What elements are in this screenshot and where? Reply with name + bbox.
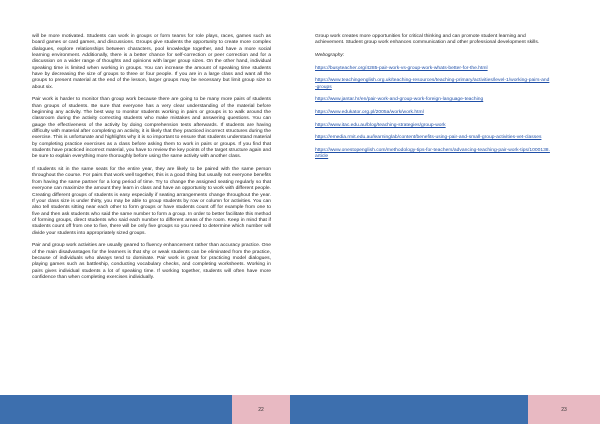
footer-blue-block [300, 395, 528, 424]
webography-link[interactable]: https://www.onestopenglish.com/methodology-tips-for-teachers/advancing-teaching-pair-work-tips/1000138.article [315, 147, 550, 160]
webography-link[interactable]: https://emedia.rmit.edu.au/learninglab/content/benefits-using-pair-and-small-group-activities-vet-classes [315, 135, 542, 141]
webography-heading: Webography: [315, 52, 345, 58]
footer-blue-block [290, 395, 300, 424]
paragraph: Pair work is harder to monitor than group work because there are going to be many more pairs of students than groups of students. Be sure that everyone has a very clear understanding of the material before beginning any activity. The best way to monitor students working in pairs or groups is to walk around the classroom during the activity correcting students who make mistakes and answering questions. You can gauge the effectiveness of the activity by doing comprehension tests afterwards. If students are having difficulty with material after completing an activity, it is likely that they practiced incorrect structures during the exercise. This is unfortunate and highlights why it is so important to ensure that students understand material by completing practice exercises as a class before asking them to work in pairs or groups. If you find that students have practiced incorrect material, you have to review the key points of the target structure again and be sure to explain everything more thoroughly before using the same activity with another class. [32, 97, 271, 160]
page-number-box [232, 395, 290, 424]
webography-link[interactable]: https://www.edukator.org.pl/2005a/work/work.html [315, 109, 424, 115]
footer-blue-block [0, 395, 232, 424]
paragraph: If students sit in the same seats for the entire year, they are likely to be paired with the same person throughout the course. For pairs that work well together, this is a good thing but usually not everyone benefits from having the same partner for a long period of time. Try to change the assigned seating regularly so that everyone can maximize the amount they learn in class and have an opportunity to work with different people. Creating different groups of students is easy especially if seating arrangements change throughout the year. If your class size is under thirty, you may be able to group students by row or column for activities. You can also tell students sitting near each other to form groups or have students count off for example from one to five and then ask students who said the same number to form a group. In order to better facilitate this method of forming groups, direct students who said each number to different areas of the room. Keep in mind that if students count off from one to five, there will be only five groups so you need to determine which number will divide your students into appropriately sized groups. [32, 167, 271, 236]
left-text-column [32, 34, 271, 288]
right-page [300, 0, 600, 424]
paragraph: Pair and group work activities are usually geared to fluency enhancement rather than accuracy practice. One of the main disadvantages for the learners is that shy or weak students can be eliminated from the practice, because of individuals who always tend to dominate. Pair work is great for practicing model dialogues, playing games such as battleship, conducting vocabulary checks, and completing worksheets. Working in pairs gives individual students a lot of speaking time. If working together, students will often have more confidence than when completing exercises individually. [32, 243, 271, 280]
webography-list [315, 66, 550, 161]
webography-link[interactable]: https://www.jantar.hr/en/pair-work-and-group-work-foreign-language-teaching [315, 97, 484, 103]
page-number-box [528, 395, 600, 424]
left-footer-band [0, 395, 300, 424]
page-number: 22 [258, 406, 264, 413]
right-text-column [315, 34, 550, 167]
webography-link[interactable]: https://www.teachingenglish.org.uk/teaching-resources/teaching-primary/activities/level-1/working-pairs-and-groups [315, 78, 550, 90]
webography-link[interactable]: https://www.itac.edu.au/blog/teaching-strategies/group-work [315, 122, 446, 128]
right-footer-band [300, 395, 600, 424]
page-number: 23 [561, 406, 567, 413]
paragraph: will be more motivated. Students can work in groups or form teams for role plays, races, games such as board games or card games, and discussions. Groups give students the opportunity to create more complex dialogues, explore relationships between characters, pool knowledge together, and have a more social learning environment. Additionally, there is a better chance for self-correction or peer correction and for a discussion on a wider range of thoughts and opinions with larger group sizes. On the other hand, individual speaking time is limited when working in groups. You can increase the amount of speaking time students have by decreasing the size of groups to three or four people. If you are in a large class and want all the groups to present material at the end of the lesson, larger groups may be necessary but limit group size to about six. [32, 34, 271, 90]
webography-link[interactable]: https://busyteacher.org/4285-pair-work-vs-group-work-whats-better-for-the.html [315, 65, 488, 71]
intro-paragraph: Group work creates more opportunities for critical thinking and can promote student learning and achievement. Student group work enhances communication and other professional development skills. [315, 34, 540, 46]
